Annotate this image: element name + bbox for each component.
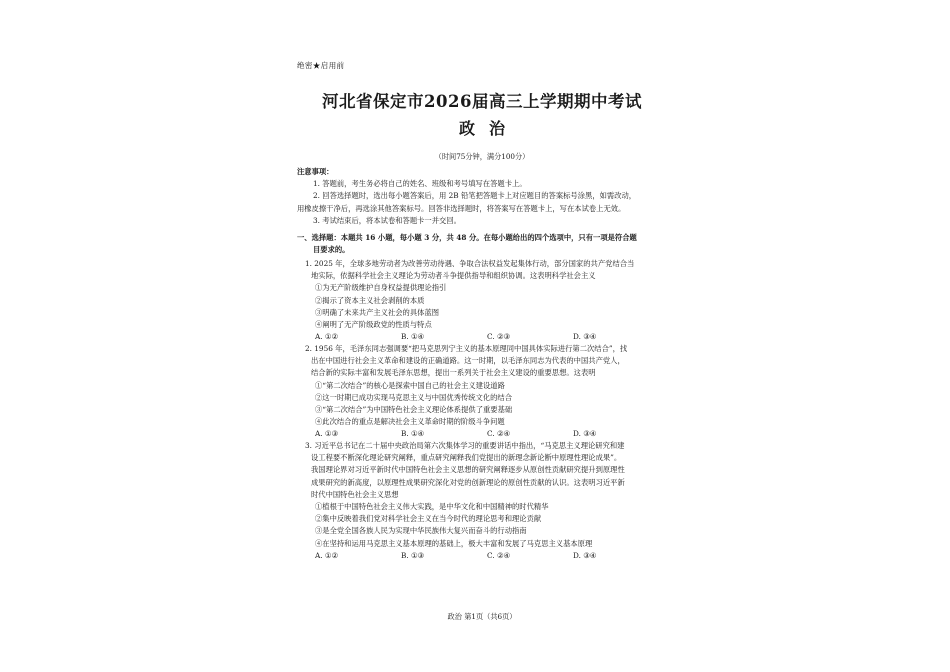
statement: ①为无产阶级维护自身权益提供理论指引 <box>315 283 447 293</box>
statement: ④阐明了无产阶级政党的性质与特点 <box>315 320 432 330</box>
option-c: C. ②④ <box>487 429 511 439</box>
question-text-line: 结合新的实际丰富和发展毛泽东思想，提出一系列关于社会主义建设的重要思想。这表明 <box>311 368 596 378</box>
exam-title: 河北省保定市2026届高三上学期期中考试 <box>322 92 642 111</box>
option-d: D. ③④ <box>573 550 597 560</box>
question-text-line: 出在中国进行社会主义革命和建设的正确道路。这一时期，以毛泽东同志为代表的中国共产党人， <box>311 356 625 366</box>
page-footer: 政治 第1页（共6页） <box>447 612 517 621</box>
section-title-line: 一、选择题：本题共 16 小题，每小题 3 分，共 48 分。在每小题给出的四个选项中，只有一项是符合题 <box>297 233 637 242</box>
question-text-line: 成果研究的新高度，以原理性成果研究深化对党的创新理论的原创性贡献的认识。这表明习近平新 <box>311 477 625 487</box>
notice-section <box>297 166 667 227</box>
option-a: A. ①② <box>315 550 338 560</box>
question-text-line: 我国理论界对习近平新时代中国特色社会主义思想的研究阐释逐步从原创性贡献研究提升到原理性 <box>311 465 625 475</box>
option-d: D. ③④ <box>573 332 597 342</box>
secret-label: 绝密★启用前 <box>297 61 345 70</box>
notice-item: 3. 考试结束后，将本试卷和答题卡一并交回。 <box>313 215 461 225</box>
question-text-line: 1. 2025 年，全球多地劳动者为改善劳动待遇、争取合法权益发起集体行动，部分国家的共产党结合当 <box>305 259 635 268</box>
question-text-line: 设工程要不断深化理论研究阐释，重点研究阐释我们党提出的新理念新论断中原理性理论成果”。 <box>311 453 622 463</box>
option-b: B. ①④ <box>401 429 425 439</box>
subject-title: 政治 <box>458 119 519 138</box>
option-b: B. ①③ <box>401 550 425 560</box>
option-d: D. ③④ <box>573 429 597 439</box>
statement: ④在坚持和运用马克思主义基本原理的基础上，极大丰富和发展了马克思主义基本原理 <box>315 538 593 548</box>
option-c: C. ②④ <box>487 550 511 560</box>
question-text-line: 3. 习近平总书记在二十届中央政治局第六次集体学习的重要讲话中指出，“马克思主义理论研究和建 <box>305 441 625 450</box>
notice-title: 注意事项： <box>297 167 334 176</box>
statement: ①植根于中国特色社会主义伟大实践，是中华文化和中国精神的时代精华 <box>315 502 549 512</box>
question-3 <box>297 440 667 562</box>
statement: ④此次结合的重点是解决社会主义革命时期的阶级斗争问题 <box>315 417 505 427</box>
question-1 <box>297 258 667 343</box>
option-a: A. ①③ <box>315 429 338 439</box>
statement: ③是全党全国各族人民为实现中华民族伟大复兴而奋斗的行动指南 <box>315 526 527 536</box>
section-title-line: 目要求的。 <box>313 245 350 255</box>
notice-item: 1. 答题前，考生务必将自己的姓名、班级和考号填写在答题卡上。 <box>313 179 527 189</box>
option-c: C. ②③ <box>487 332 511 342</box>
statement: ②集中反映着我们党对科学社会主义在当今时代的理论思考和理论贡献 <box>315 514 542 524</box>
notice-item: 2. 回答选择题时，选出每小题答案后，用 2B 铅笔把答题卡上对应题目的答案标号涂黑，如需改动， <box>313 191 637 201</box>
time-info: （时间75分钟，满分100分） <box>434 152 530 161</box>
question-2 <box>297 343 667 441</box>
question-text-line: 地实际，依据科学社会主义理论为劳动者斗争提供指导和组织协调。这表明科学社会主义 <box>311 271 596 281</box>
notice-item: 用橡皮擦干净后，再选涂其他答案标号。回答非选择题时，将答案写在答题卡上，写在本试卷上无效。 <box>297 203 626 213</box>
section-one-header <box>297 232 667 256</box>
answer-options <box>297 331 667 343</box>
statement: ③“第二次结合”为中国特色社会主义理论体系提供了重要基础 <box>315 405 513 415</box>
answer-options <box>297 428 667 440</box>
option-b: B. ①④ <box>401 332 425 342</box>
option-a: A. ①② <box>315 332 338 342</box>
statement: ②揭示了资本主义社会剥削的本质 <box>315 295 425 305</box>
answer-options <box>297 550 667 562</box>
statement: ③明确了未来共产主义社会的具体蓝图 <box>315 307 440 317</box>
statement: ①“第二次结合”的核心是探索中国自己的社会主义建设道路 <box>315 380 505 390</box>
question-text-line: 时代中国特色社会主义思想 <box>311 489 399 499</box>
question-text-line: 2. 1956 年，毛泽东同志强调要“把马克思列宁主义的基本原理同中国具体实际进行第二次结合”，找 <box>305 344 628 353</box>
statement: ②这一时期已成功实现马克思主义与中国优秀传统文化的结合 <box>315 392 513 402</box>
